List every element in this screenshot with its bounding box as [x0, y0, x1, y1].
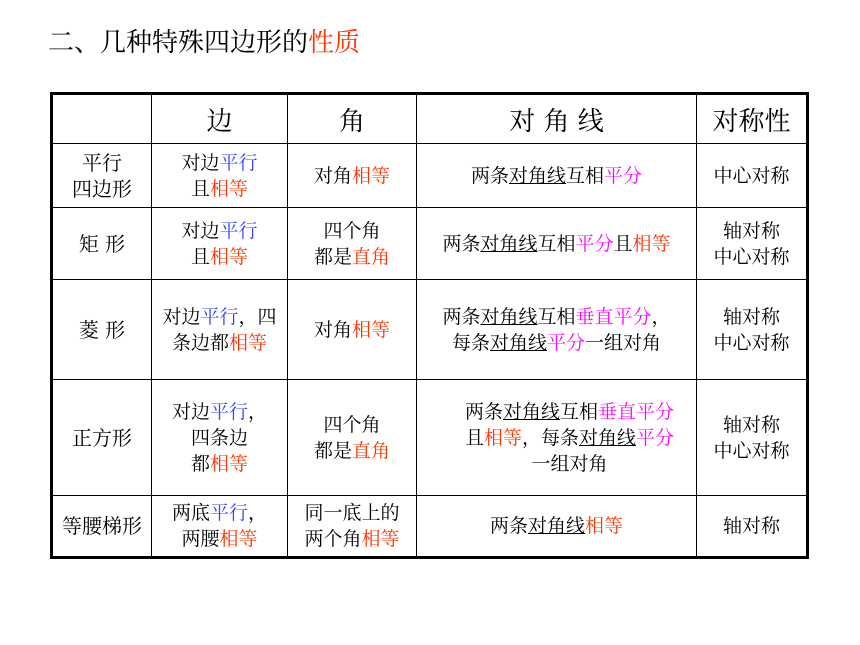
cell-side — [152, 144, 288, 208]
cell-angle — [288, 280, 417, 380]
cell-symmetry — [697, 280, 808, 380]
text: 且 — [190, 177, 210, 200]
row-name-isosceles-trapezoid: 等腰梯形 — [52, 496, 152, 558]
cell-angle — [288, 380, 417, 496]
text-red: 相等 — [361, 528, 400, 550]
header-row — [52, 94, 808, 144]
text-red: 直角 — [352, 245, 391, 268]
text: 中心对称 — [713, 331, 790, 354]
text-magenta: 平分 — [604, 164, 643, 187]
text-underlined: 对角线 — [480, 305, 538, 328]
text-underlined: 对角线 — [508, 164, 566, 187]
text: 轴对称 — [722, 515, 780, 537]
text: 都是 — [313, 439, 352, 462]
table-row-rhombus — [52, 280, 808, 380]
text: 两条 — [464, 400, 503, 423]
text: 四个角 — [323, 219, 381, 242]
text-red: 相等 — [352, 164, 391, 187]
text: 两条 — [442, 232, 481, 255]
text: 同一底上的 — [304, 502, 400, 524]
table-row-parallelogram — [52, 144, 808, 208]
cell-symmetry — [697, 380, 808, 496]
text: ，每条 — [521, 426, 579, 449]
text: 中心对称 — [713, 439, 790, 462]
text: 对角 — [313, 318, 352, 341]
text-red: 相等 — [352, 318, 391, 341]
text: 对边 — [181, 219, 220, 242]
text-magenta: 垂直 — [598, 400, 637, 423]
text: 一组对角 — [531, 452, 608, 475]
text: 每条 — [451, 331, 490, 354]
text: 互相 — [537, 232, 576, 255]
text: 条边都 — [171, 331, 229, 354]
text: 中心对称 — [713, 245, 790, 268]
cell-diagonal — [417, 496, 697, 558]
text: 两条 — [442, 305, 481, 328]
text-magenta: 平分 — [547, 331, 586, 354]
table-row-square — [52, 380, 808, 496]
text-red: 相等 — [483, 426, 522, 449]
text: 且 — [464, 426, 484, 449]
row-name-rhombus: 菱 形 — [52, 280, 152, 380]
text: 对角 — [313, 164, 352, 187]
text-red: 相等 — [632, 232, 671, 255]
row-name-parallelogram — [52, 144, 152, 208]
cell-diagonal — [417, 144, 697, 208]
text: 且 — [190, 245, 210, 268]
cell-symmetry — [697, 144, 808, 208]
text-red: 相等 — [229, 331, 268, 354]
text-blue: 平行 — [209, 502, 248, 524]
text-magenta: 平分 — [636, 400, 675, 423]
text-red: 相等 — [219, 528, 258, 550]
cell-side — [152, 496, 288, 558]
text: 对边 — [181, 151, 220, 174]
text-blue: 平行 — [219, 151, 258, 174]
row-name-line2: 四边形 — [72, 176, 132, 201]
text-red: 相等 — [210, 245, 249, 268]
text: 对边 — [162, 305, 201, 328]
text: ， — [248, 400, 268, 423]
row-name-rectangle: 矩 形 — [52, 208, 152, 280]
cell-symmetry — [697, 496, 808, 558]
text-blue: 平行 — [219, 219, 258, 242]
title-highlight: 性质 — [308, 28, 361, 58]
cell-side — [152, 280, 288, 380]
cell-angle — [288, 208, 417, 280]
text: 四个角 — [323, 413, 381, 436]
cell-side — [152, 380, 288, 496]
text: 两底 — [171, 502, 210, 524]
text: 四条边 — [190, 426, 248, 449]
row-name-line1: 平行 — [82, 150, 122, 175]
text: ， — [651, 305, 671, 328]
text: 两腰 — [181, 528, 220, 550]
text: 都是 — [313, 245, 352, 268]
title-prefix: 二、几种特殊四边形的 — [48, 28, 309, 58]
header-diagonal: 对 角 线 — [417, 94, 697, 144]
header-angle: 角 — [288, 94, 417, 144]
text: 轴对称 — [722, 413, 780, 436]
text: 互相 — [559, 400, 598, 423]
text: 互相 — [566, 164, 605, 187]
text-magenta: 垂直平分 — [575, 305, 652, 328]
text-underlined: 对角线 — [527, 515, 585, 537]
cell-diagonal — [417, 208, 697, 280]
page-title — [48, 26, 360, 60]
header-side: 边 — [152, 94, 288, 144]
text-red: 直角 — [352, 439, 391, 462]
cell-angle — [288, 144, 417, 208]
text: ， — [248, 502, 268, 524]
text-red: 相等 — [210, 452, 249, 475]
cell-diagonal — [417, 280, 697, 380]
header-symmetry: 对称性 — [697, 94, 808, 144]
text-underlined: 对角线 — [579, 426, 637, 449]
text-underlined: 对角线 — [480, 232, 538, 255]
properties-table — [50, 92, 809, 559]
cell-symmetry — [697, 208, 808, 280]
table-row-rectangle — [52, 208, 808, 280]
text: 两条 — [489, 515, 528, 537]
text: 轴对称 — [722, 305, 780, 328]
row-name-square: 正方形 — [52, 380, 152, 496]
text: 且 — [613, 232, 633, 255]
text-magenta: 平分 — [575, 232, 614, 255]
text: 一组对角 — [585, 331, 662, 354]
cell-diagonal — [417, 380, 697, 496]
text-underlined: 对角线 — [502, 400, 560, 423]
text: 互相 — [537, 305, 576, 328]
text-red: 相等 — [585, 515, 624, 537]
text-red: 相等 — [210, 177, 249, 200]
text: 都 — [190, 452, 210, 475]
header-empty — [52, 94, 152, 144]
text-blue: 平行 — [209, 400, 248, 423]
text-magenta: 平分 — [636, 426, 675, 449]
text-blue: 平行 — [200, 305, 239, 328]
text: ，四 — [238, 305, 277, 328]
text: 两个角 — [304, 528, 362, 550]
text: 中心对称 — [713, 164, 790, 187]
text: 两条 — [470, 164, 509, 187]
text-underlined: 对角线 — [489, 331, 547, 354]
table-row-isosceles-trapezoid — [52, 496, 808, 558]
cell-side — [152, 208, 288, 280]
text: 对边 — [171, 400, 210, 423]
text: 轴对称 — [722, 219, 780, 242]
cell-angle — [288, 496, 417, 558]
